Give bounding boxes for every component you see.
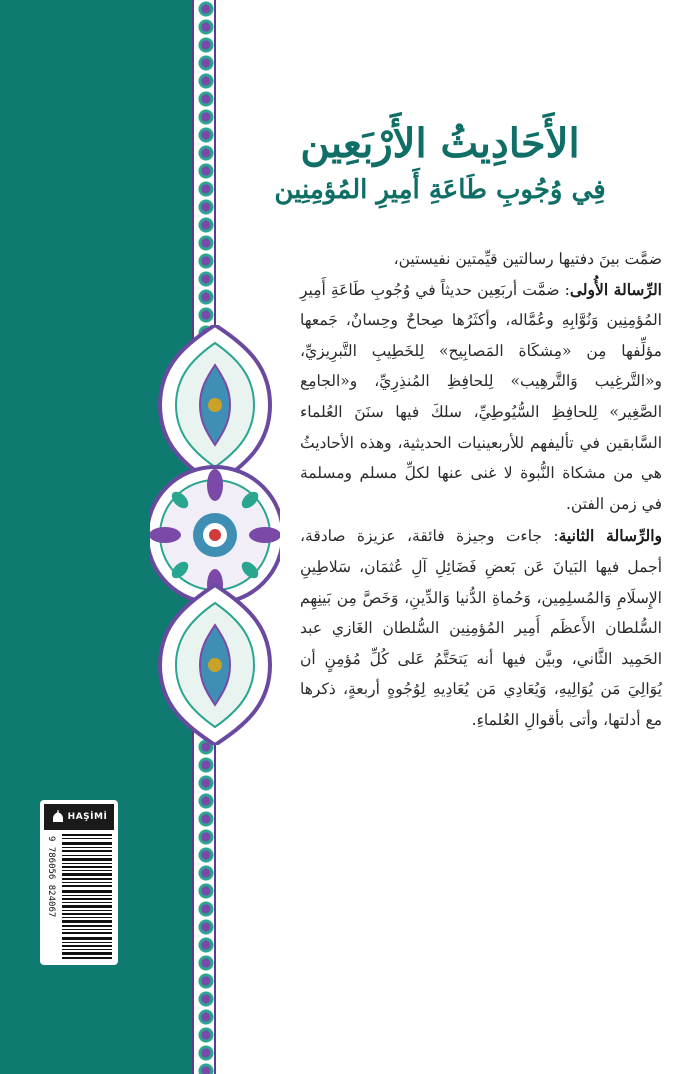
first-epistle-label: الرِّسالة الأُولى bbox=[569, 279, 662, 299]
first-epistle-text: : ضمَّت أربَعِين حديثاً في وُجُوبِ طَاعَةِ أَمِيرِ المُؤمِنِين وَنُوَّابِهِ وعُمَّاله، وأكثَرُها صِحاحٌ وحِسانٌ، جَمعها مؤلِّفها مِن «مِشكَاة المَصابِيح» لِلخَطِيبِ التَّبرِيزيِّ، و«التَّرغِيب وَالتَّرهِيب» لِلحافِظِ المُنذِرِيِّ، و«الجامِع الصَّغِير» لِلحافِظِ السُّيُوطِيِّ، سلكَ فيها سنَنَ العُلماء السَّابقين في تأليفهم للأربعينيات الحديثية، وهذه الأحاديثُ هي من مشكاة النُّبوة لا غنى عنها لكلِّ مسلم ومسلمة في زمن الفتن. bbox=[300, 280, 662, 513]
arabesque-ornament bbox=[150, 325, 280, 745]
first-epistle-paragraph bbox=[300, 275, 662, 520]
second-epistle-text: : جاءت وجيزة فائقة، عزيزة صادقة، أجمل فيها البَيانَ عَن بَعضِ فَضَائِلِ آلِ عُثمَان، سَلاطِينِ الإِسلَامِ وَالمُسلِمِين، وَحُماةِ الدُّنيا وَالدِّينِ، وَخَصَّ مِن بَينِهِم السُّلطان الأَعظَم أَمِير المُؤمِنِين السُّلطان الغَازي عبد الحَمِيد الثَّاني، وبيَّن فيها أنه يَتحَتَّمُ عَلى كُلِّ مُؤمِنٍ أن يُوَالِيَ مَن يُوَالِيهِ، وَيُعَادِي مَن يُعَادِيهِ لِوُجُوهٍ أربعةٍ، ذكرها مع أدلتها، وأتى بأقوالِ العُلماءِ. bbox=[300, 527, 662, 729]
book-title: الأَحَادِيثُ الأَرْبَعِين bbox=[300, 120, 580, 167]
blurb-text bbox=[300, 244, 662, 736]
dome-icon bbox=[51, 810, 65, 824]
publisher-logo bbox=[44, 804, 114, 830]
isbn-number: 9 786056 824067 bbox=[46, 836, 56, 918]
second-epistle-paragraph bbox=[300, 521, 662, 735]
second-epistle-label: والرِّسالة الثانية bbox=[558, 526, 662, 546]
publisher-name: HAŞİMİ bbox=[67, 812, 108, 822]
book-subtitle: فِي وُجُوبِ طَاعَةِ أَمِيرِ المُؤمِنِين bbox=[274, 175, 606, 205]
intro-line: ضمَّت بينَ دفتيها رسالتين قيِّمتين نفيستين، bbox=[393, 250, 662, 268]
book-title-block bbox=[230, 118, 650, 210]
barcode-card bbox=[40, 800, 118, 965]
